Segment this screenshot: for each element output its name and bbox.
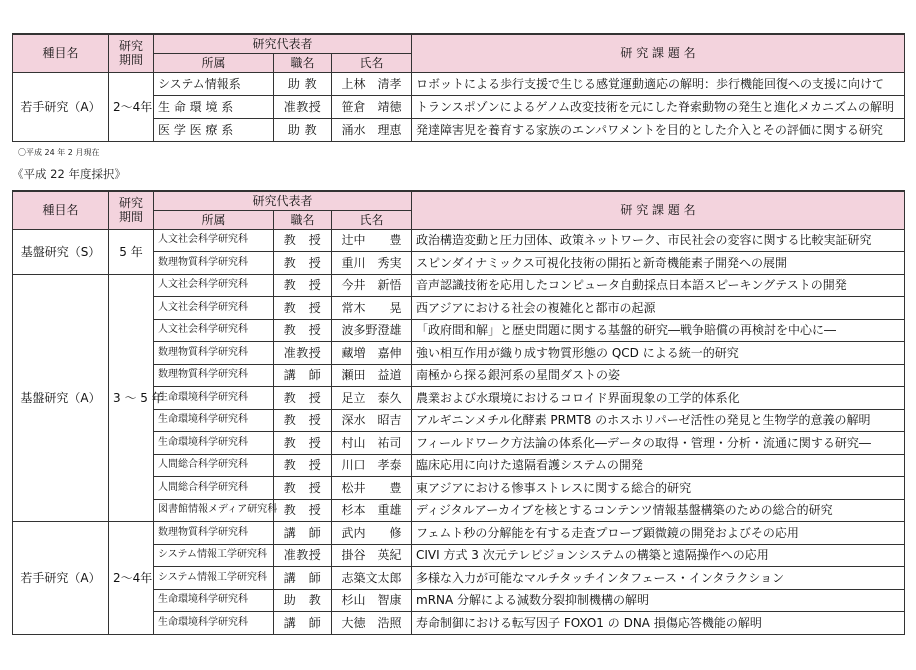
rank-cell: 講 師 xyxy=(274,364,332,387)
affiliation-cell: 人文社会科学研究科 xyxy=(154,319,274,342)
name-cell: 足立 泰久 xyxy=(332,387,412,410)
header-affiliation: 所属 xyxy=(154,53,274,72)
name-cell: 波多野澄雄 xyxy=(332,319,412,342)
title-cell: 強い相互作用が織り成す物質形態の QCD による統一的研究 xyxy=(412,342,905,365)
rank-cell: 教 授 xyxy=(274,499,332,522)
affiliation-cell: 生命環境科学研究科 xyxy=(154,387,274,410)
name-cell: 上林 清孝 xyxy=(332,72,412,95)
title-cell: 発達障害児を養育する家族のエンパワメントを目的とした介入とその評価に関する研究 xyxy=(412,118,905,141)
affiliation-cell: 人文社会科学研究科 xyxy=(154,229,274,252)
name-cell: 杉本 重雄 xyxy=(332,499,412,522)
name-cell: 重川 秀実 xyxy=(332,252,412,275)
header-rank: 職名 xyxy=(274,53,332,72)
rank-cell: 教 授 xyxy=(274,319,332,342)
name-cell: 川口 孝泰 xyxy=(332,454,412,477)
rank-cell: 准教授 xyxy=(274,544,332,567)
affiliation-cell: システム情報系 xyxy=(154,72,274,95)
title-cell: 音声認識技術を応用したコンピュータ自動採点日本語スピーキングテストの開発 xyxy=(412,274,905,297)
grant-table-2011 xyxy=(12,33,905,142)
rank-cell: 教 授 xyxy=(274,229,332,252)
header-representative: 研究代表者 xyxy=(154,34,412,53)
rank-cell: 教 授 xyxy=(274,477,332,500)
rank-cell: 教 授 xyxy=(274,274,332,297)
affiliation-cell: 人文社会科学研究科 xyxy=(154,297,274,320)
rank-cell: 講 師 xyxy=(274,612,332,635)
affiliation-cell: システム情報工学研究科 xyxy=(154,544,274,567)
header-name: 氏名 xyxy=(332,210,412,229)
category-cell: 基盤研究（A） xyxy=(13,274,109,522)
affiliation-cell: 数理物質科学研究科 xyxy=(154,522,274,545)
name-cell: 村山 祐司 xyxy=(332,432,412,455)
rank-cell: 教 授 xyxy=(274,252,332,275)
header-title: 研 究 課 題 名 xyxy=(412,34,905,72)
name-cell: 今井 新悟 xyxy=(332,274,412,297)
title-cell: ディジタルアーカイブを核とするコンテンツ情報基盤構築のための総合的研究 xyxy=(412,499,905,522)
header-category: 種目名 xyxy=(13,34,109,72)
category-cell: 若手研究（A） xyxy=(13,72,109,141)
name-cell: 涌水 理恵 xyxy=(332,118,412,141)
name-cell: 武内 修 xyxy=(332,522,412,545)
period-cell: 2～4年 xyxy=(109,72,154,141)
rank-cell: 教 授 xyxy=(274,409,332,432)
category-cell: 基盤研究（S） xyxy=(13,229,109,274)
title-cell: ロボットによる歩行支援で生じる感覚運動適応の解明：歩行機能回復への支援に向けて xyxy=(412,72,905,95)
table-row xyxy=(13,229,905,252)
name-cell: 常木 晃 xyxy=(332,297,412,320)
rank-cell: 助 教 xyxy=(274,72,332,95)
rank-cell: 教 授 xyxy=(274,297,332,320)
rank-cell: 准教授 xyxy=(274,95,332,118)
title-cell: mRNA 分解による減数分裂抑制機構の解明 xyxy=(412,589,905,612)
rank-cell: 講 師 xyxy=(274,567,332,590)
period-cell: 3 ～ 5 年 xyxy=(109,274,154,522)
affiliation-cell: 人文社会科学研究科 xyxy=(154,274,274,297)
affiliation-cell: 生命環境科学研究科 xyxy=(154,409,274,432)
affiliation-cell: 生命環境科学研究科 xyxy=(154,589,274,612)
table-row xyxy=(13,522,905,545)
name-cell: 深水 昭吉 xyxy=(332,409,412,432)
header-category: 種目名 xyxy=(13,191,109,229)
period-cell: 2～4年 xyxy=(109,522,154,635)
name-cell: 志築文太郎 xyxy=(332,567,412,590)
title-cell: トランスポゾンによるゲノム改変技術を元にした脊索動物の発生と進化メカニズムの解明 xyxy=(412,95,905,118)
affiliation-cell: 数理物質科学研究科 xyxy=(154,252,274,275)
period-cell: 5 年 xyxy=(109,229,154,274)
header-period: 研究 期間 xyxy=(109,191,154,229)
header-title: 研 究 課 題 名 xyxy=(412,191,905,229)
title-cell: 「政府間和解」と歴史問題に関する基盤的研究―戦争賠償の再検討を中心に― xyxy=(412,319,905,342)
title-cell: 政治構造変動と圧力団体、政策ネットワーク、市民社会の変容に関する比較実証研究 xyxy=(412,229,905,252)
rank-cell: 助 教 xyxy=(274,589,332,612)
title-cell: フィールドワーク方法論の体系化―データの取得・管理・分析・流通に関する研究― xyxy=(412,432,905,455)
title-cell: 西アジアにおける社会の複雑化と都市の起源 xyxy=(412,297,905,320)
grant-table-2010-body xyxy=(13,229,905,634)
name-cell: 藏増 嘉伸 xyxy=(332,342,412,365)
header-rank: 職名 xyxy=(274,210,332,229)
rank-cell: 准教授 xyxy=(274,342,332,365)
affiliation-cell: システム情報工学研究科 xyxy=(154,567,274,590)
title-cell: CIVI 方式 3 次元テレビジョンシステムの構築と遠隔操作への応用 xyxy=(412,544,905,567)
category-cell: 若手研究（A） xyxy=(13,522,109,635)
title-cell: アルギニンメチル化酵素 PRMT8 のホスホリパーゼ活性の発見と生物学的意義の解明 xyxy=(412,409,905,432)
header-affiliation: 所属 xyxy=(154,210,274,229)
section-title: 《平成 22 年度採択》 xyxy=(12,167,126,181)
date-note: 〇平成 24 年 2 月現在 xyxy=(18,148,100,157)
affiliation-cell: 医 学 医 療 系 xyxy=(154,118,274,141)
affiliation-cell: 数理物質科学研究科 xyxy=(154,364,274,387)
title-cell: 臨床応用に向けた遠隔看護システムの開発 xyxy=(412,454,905,477)
header-representative: 研究代表者 xyxy=(154,191,412,210)
affiliation-cell: 人間総合科学研究科 xyxy=(154,454,274,477)
header-period: 研究 期間 xyxy=(109,34,154,72)
title-cell: 多様な入力が可能なマルチタッチインタフェース・インタラクション xyxy=(412,567,905,590)
title-cell: 南極から探る銀河系の星間ダストの姿 xyxy=(412,364,905,387)
name-cell: 杉山 智康 xyxy=(332,589,412,612)
table-row xyxy=(13,274,905,297)
rank-cell: 教 授 xyxy=(274,454,332,477)
title-cell: スピンダイナミックス可視化技術の開拓と新奇機能素子開発への展開 xyxy=(412,252,905,275)
grant-table-2010 xyxy=(12,190,905,635)
name-cell: 松井 豊 xyxy=(332,477,412,500)
affiliation-cell: 数理物質科学研究科 xyxy=(154,342,274,365)
rank-cell: 助 教 xyxy=(274,118,332,141)
rank-cell: 教 授 xyxy=(274,387,332,410)
name-cell: 笹倉 靖徳 xyxy=(332,95,412,118)
affiliation-cell: 人間総合科学研究科 xyxy=(154,477,274,500)
title-cell: 東アジアにおける惨事ストレスに関する総合的研究 xyxy=(412,477,905,500)
name-cell: 掛谷 英紀 xyxy=(332,544,412,567)
title-cell: フェムト秒の分解能を有する走査プローブ顕微鏡の開発およびその応用 xyxy=(412,522,905,545)
grant-table-2011-body xyxy=(13,72,905,141)
affiliation-cell: 生命環境科学研究科 xyxy=(154,612,274,635)
name-cell: 辻中 豊 xyxy=(332,229,412,252)
affiliation-cell: 生命環境科学研究科 xyxy=(154,432,274,455)
rank-cell: 教 授 xyxy=(274,432,332,455)
affiliation-cell: 図書館情報メディア研究科 xyxy=(154,499,274,522)
affiliation-cell: 生 命 環 境 系 xyxy=(154,95,274,118)
name-cell: 大徳 浩照 xyxy=(332,612,412,635)
name-cell: 瀬田 益道 xyxy=(332,364,412,387)
rank-cell: 講 師 xyxy=(274,522,332,545)
header-name: 氏名 xyxy=(332,53,412,72)
title-cell: 農業および水環境におけるコロイド界面現象の工学的体系化 xyxy=(412,387,905,410)
title-cell: 寿命制御における転写因子 FOXO1 の DNA 損傷応答機能の解明 xyxy=(412,612,905,635)
table-row xyxy=(13,72,905,95)
